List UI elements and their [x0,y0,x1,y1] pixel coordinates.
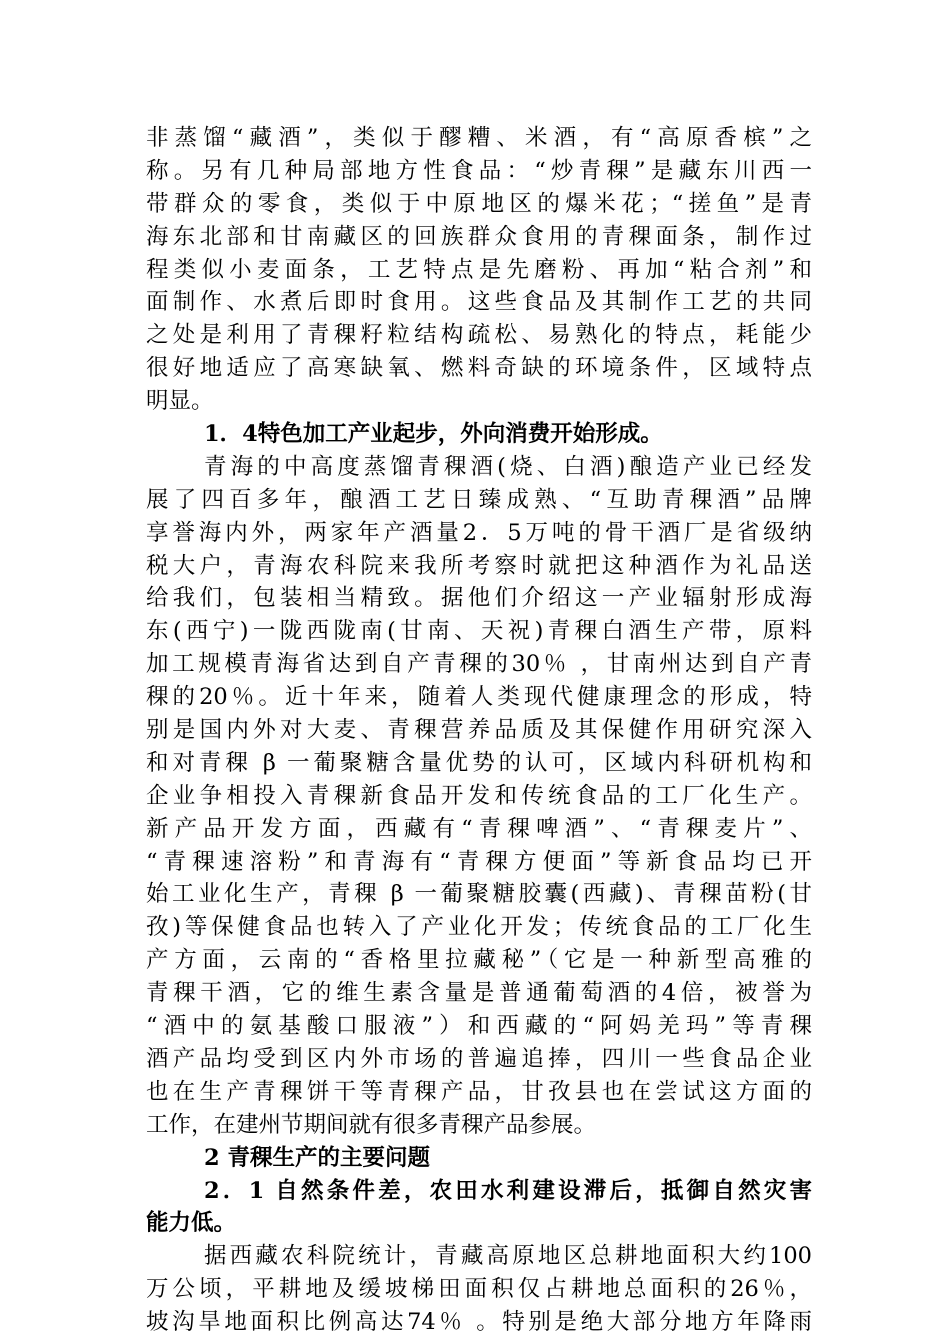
body-text-line: 新产品开发方面，西藏有“青稞啤酒”、“青稞麦片”、 [146,815,812,842]
body-text-line: 明显。 [146,388,214,415]
body-text-line: 别是国内外对大麦、青稞营养品质及其保健作用研究深入 [146,717,812,744]
body-text-line: 给我们，包装相当精致。据他们介绍这一产业辐射形成海 [146,585,812,612]
body-text-line: 孜)等保健食品也转入了产业化开发；传统食品的工厂化生 [146,914,812,941]
body-text-line: “青稞速溶粉”和青海有“青稞方便面”等新食品均已开 [146,848,812,875]
body-text-line: 也在生产青稞饼干等青稞产品，甘孜县也在尝试这方面的 [146,1078,812,1105]
body-text-line: 坡沟旱地面积比例高达74％ 。特别是绝大部分地方年降雨 [146,1309,812,1336]
body-text-line: 税大户，青海农科院来我所考察时就把这种酒作为礼品送 [146,552,812,579]
body-text-line: 享誉海内外，两家年产酒量2．5万吨的骨干酒厂是省级纳 [146,519,812,546]
body-text-line: 稞的20％。近十年来，随着人类现代健康理念的形成，特 [146,684,812,711]
body-text-line: 始工业化生产，青稞 β 一葡聚糖胶囊(西藏)、青稞苗粉(甘 [146,881,812,908]
body-text-line: 青海的中高度蒸馏青稞酒(烧、白酒)酿造产业已经发 [204,453,812,480]
body-text-line: 很好地适应了高寒缺氧、燃料奇缺的环境条件，区域特点 [146,355,812,382]
body-text-line: 东(西宁)一陇西陇南(甘南、天祝)青稞白酒生产带，原料 [146,618,812,645]
body-text-line: 企业争相投入青稞新食品开发和传统食品的工厂化生产。 [146,782,812,809]
body-text-line: 酒产品均受到区内外市场的普遍追捧，四川一些食品企业 [146,1045,812,1072]
body-text-line: 据西藏农科院统计，青藏高原地区总耕地面积大约100 [204,1243,812,1270]
body-text-line: 产方面，云南的“香格里拉藏秘”（它是一种新型高雅的 [146,947,812,974]
section-heading-line: 2 青稞生产的主要问题 [204,1144,430,1171]
body-text-line: 工作，在建州节期间就有很多青稞产品参展。 [146,1111,597,1138]
body-text-line: 面制作、水煮后即时食用。这些食品及其制作工艺的共同 [146,289,812,316]
section-heading-line: 2．1 自然条件差，农田水利建设滞后，抵御自然灾害 [204,1177,812,1204]
body-text-line: 加工规模青海省达到自产青稞的30％ ，甘南州达到自产青 [146,651,812,678]
body-text-line: 海东北部和甘南藏区的回族群众食用的青稞面条，制作过 [146,223,812,250]
body-text-line: 万公顷，平耕地及缓坡梯田面积仅占耕地总面积的26％， [146,1276,812,1303]
body-text-line: 展了四百多年，酿酒工艺日臻成熟、“互助青稞酒”品牌 [146,486,812,513]
body-text-line: “酒中的氨基酸口服液”）和西藏的“阿妈羌玛”等青稞 [146,1013,812,1040]
body-text-line: 和对青稞 β 一葡聚糖含量优势的认可，区域内科研机构和 [146,749,812,776]
body-text-line: 非蒸馏“藏酒”，类似于醪糟、米酒，有“高原香槟”之 [146,125,812,151]
section-heading-line: 1．4特色加工产业起步，外向消费开始形成。 [204,421,663,448]
body-text-line: 之处是利用了青稞籽粒结构疏松、易熟化的特点，耗能少 [146,322,812,349]
body-text-line: 带群众的零食，类似于中原地区的爆米花；“搓鱼”是青 [146,190,812,217]
section-heading-line: 能力低。 [146,1210,237,1237]
body-text-line: 称。另有几种局部地方性食品：“炒青稞”是藏东川西一 [146,157,812,184]
body-text-line: 程类似小麦面条，工艺特点是先磨粉、再加“粘合剂”和 [146,256,812,283]
document-page [146,122,812,1339]
body-text-line: 青稞干酒，它的维生素含量是普通葡萄酒的4倍，被誉为 [146,980,812,1007]
